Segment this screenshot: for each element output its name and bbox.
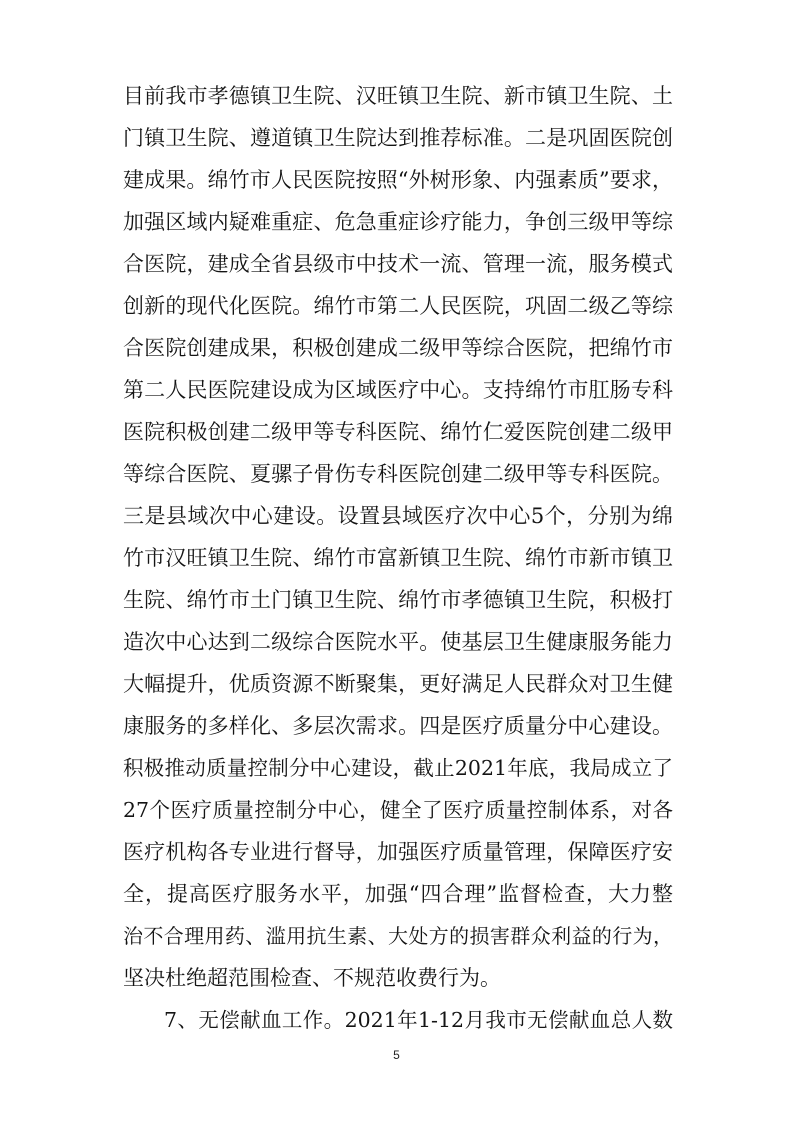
body-text-line: 康服务的多样化、多层次需求。四是医疗质量分中心建设。 <box>123 714 673 738</box>
body-text-line: 医疗机构各专业进行督导，加强医疗质量管理，保障医疗安 <box>123 840 673 864</box>
body-text-line: 门镇卫生院、遵道镇卫生院达到推荐标准。二是巩固医院创 <box>123 126 673 150</box>
body-text-line: 竹市汉旺镇卫生院、绵竹市富新镇卫生院、绵竹市新市镇卫 <box>123 546 673 570</box>
body-text-line: 治不合理用药、滥用抗生素、大处方的损害群众利益的行为， <box>123 924 673 948</box>
body-text-line: 27个医疗质量控制分中心，健全了医疗质量控制体系，对各 <box>123 798 673 822</box>
body-text-line: 坚决杜绝超范围检查、不规范收费行为。 <box>123 966 501 990</box>
body-text-line: 目前我市孝德镇卫生院、汉旺镇卫生院、新市镇卫生院、土 <box>123 84 673 108</box>
body-text-line: 医院积极创建二级甲等专科医院、绵竹仁爱医院创建二级甲 <box>123 420 673 444</box>
body-text-line: 合医院，建成全省县级市中技术一流、管理一流，服务模式 <box>123 252 673 276</box>
body-text-line: 合医院创建成果，积极创建成二级甲等综合医院，把绵竹市 <box>123 336 673 360</box>
body-text-line: 三是县域次中心建设。设置县域医疗次中心5个，分别为绵 <box>123 504 673 528</box>
body-text-line: 积极推动质量控制分中心建设，截止2021年底，我局成立了 <box>123 756 673 780</box>
body-text-line: 生院、绵竹市土门镇卫生院、绵竹市孝德镇卫生院，积极打 <box>123 588 673 612</box>
body-text-line: 等综合医院、夏骡子骨伤专科医院创建二级甲等专科医院。 <box>123 462 673 486</box>
body-text-line: 创新的现代化医院。绵竹市第二人民医院，巩固二级乙等综 <box>123 294 673 318</box>
body-text-line: 造次中心达到二级综合医院水平。使基层卫生健康服务能力 <box>123 630 673 654</box>
section-heading-line: 7、无偿献血工作。2021年1-12月我市无偿献血总人数 <box>164 1008 673 1032</box>
body-text-line: 大幅提升，优质资源不断聚集，更好满足人民群众对卫生健 <box>123 672 673 696</box>
body-text-line: 第二人民医院建设成为区域医疗中心。支持绵竹市肛肠专科 <box>123 378 673 402</box>
body-text-line: 加强区域内疑难重症、危急重症诊疗能力，争创三级甲等综 <box>123 210 673 234</box>
body-text-line: 建成果。绵竹市人民医院按照“外树形象、内强素质”要求， <box>123 168 673 192</box>
page-number: 5 <box>393 1048 400 1062</box>
body-text-line: 全，提高医疗服务水平，加强“四合理”监督检查，大力整 <box>123 882 673 906</box>
